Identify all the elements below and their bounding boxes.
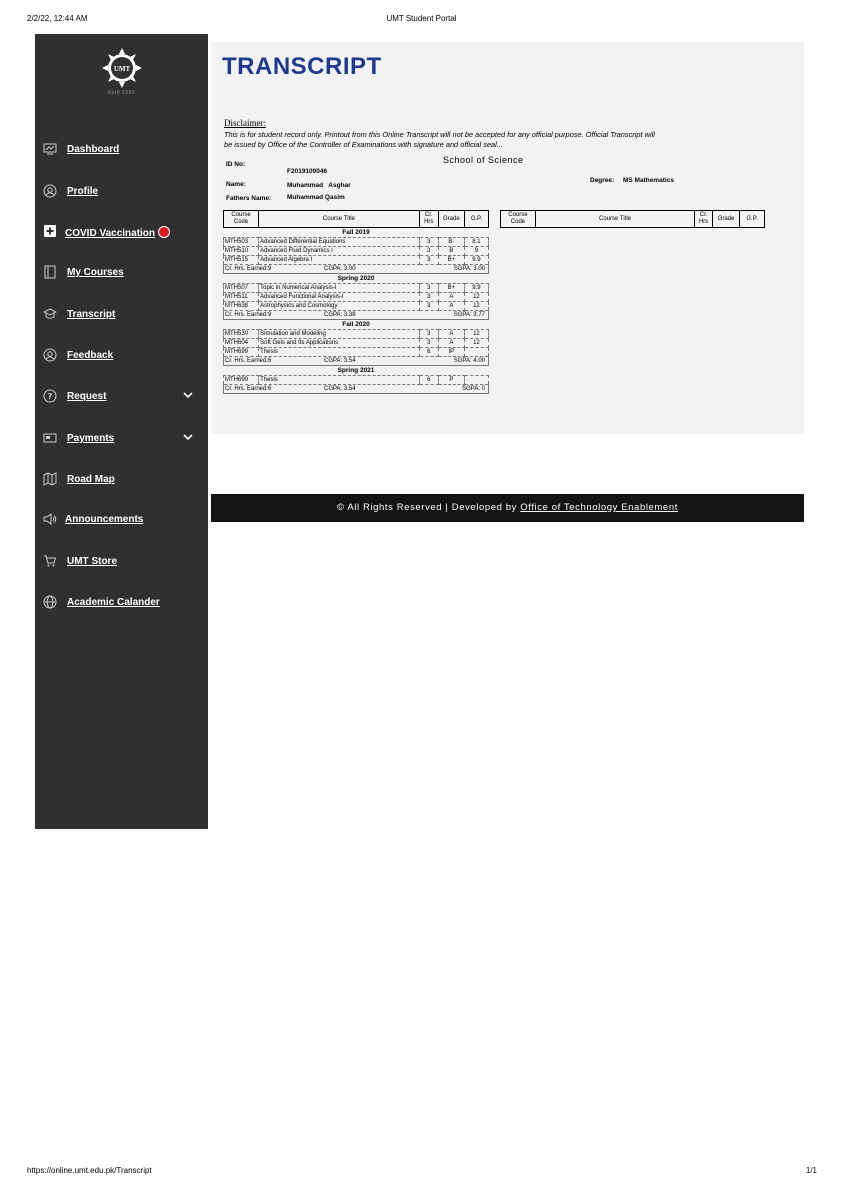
course-gp: 12: [464, 302, 488, 311]
course-hrs: 3: [419, 330, 438, 339]
alert-dot-icon: [158, 226, 170, 238]
course-code: MTH510: [224, 247, 259, 256]
header-cr-hrs: Cr. Hrs: [695, 211, 713, 228]
header-course-title: Course Title: [535, 211, 694, 228]
print-page-num: 1/1: [805, 1166, 817, 1175]
credit-hours-earned: Cr. Hrs. Earned:9: [225, 312, 272, 318]
course-gp: [464, 376, 488, 385]
dashboard-icon: [43, 142, 57, 156]
course-code: MTH699: [224, 348, 259, 357]
sidebar-item-road-map[interactable]: [43, 471, 203, 489]
summary-values: [225, 265, 487, 273]
cgpa-value: CGPA: 3.00: [324, 266, 356, 272]
book-icon: [43, 265, 57, 279]
semester-name: Fall 2019: [342, 228, 370, 236]
semester-summary: [224, 357, 489, 366]
credit-hours-earned: Cr. Hrs. Earned:6: [225, 358, 272, 364]
sidebar-item-label: UMT Store: [67, 556, 117, 567]
graduation-cap-icon: [43, 307, 57, 321]
sidebar-item-label: Request: [67, 391, 107, 402]
course-hrs: 6: [419, 348, 438, 357]
sgpa-value: SGPA: 3.00: [453, 266, 485, 272]
transcript-panel: [211, 42, 804, 434]
school-name: School of Science: [443, 155, 524, 165]
sgpa-value: SGPA: 3.77: [453, 312, 485, 318]
footer-text: © All Rights Reserved | Developed by: [337, 502, 521, 513]
disclaimer-heading: Disclaimer:: [224, 118, 266, 128]
course-hrs: 6: [419, 376, 438, 385]
father-label: Fathers Name:: [226, 195, 272, 202]
semester-summary-row: [224, 357, 489, 366]
sidebar: [35, 34, 208, 829]
logo-text: UMT: [113, 65, 130, 73]
course-title: Simulation and Modeling: [259, 330, 420, 339]
id-value: F2019109046: [287, 168, 328, 175]
course-code: MTH638: [224, 302, 259, 311]
table-row: [224, 293, 489, 302]
disclaimer-text: This is for student record only. Printout from this Online Transcript will not be accepted for any official purpose. Official Transcript will be issued by Office of the Controller of Examinations with signature and official seal...: [224, 130, 655, 149]
semester-summary-row: [224, 311, 489, 320]
umt-logo-icon: [102, 48, 142, 88]
print-page-title: UMT Student Portal: [386, 14, 457, 23]
course-title: Astrophysics and Cosmology: [259, 302, 420, 311]
table-row: [224, 302, 489, 311]
cgpa-value: CGPA: 3.38: [324, 312, 356, 318]
summary-values: [225, 385, 487, 393]
question-circle-icon: [43, 389, 57, 403]
semester-summary-row: [224, 265, 489, 274]
course-hrs: 3: [419, 339, 438, 348]
sgpa-value: SGPA: 4.00: [453, 358, 485, 364]
course-grade: B+: [438, 256, 464, 265]
semester-name: Spring 2021: [337, 366, 375, 374]
megaphone-icon: [43, 512, 57, 526]
money-icon: [43, 431, 57, 445]
course-gp: 12: [464, 293, 488, 302]
table-row: [224, 247, 489, 256]
course-gp: 12: [464, 330, 488, 339]
degree-label: Degree:: [590, 177, 615, 184]
header-gp: G.P.: [464, 211, 488, 228]
globe-icon: [43, 595, 57, 609]
sidebar-item-announcements[interactable]: [43, 511, 203, 529]
cgpa-value: CGPA: 3.54: [324, 358, 356, 364]
course-title: Topic in Numerical Analysis-I: [259, 284, 420, 293]
semester-row: [224, 366, 489, 376]
semester-summary: [224, 311, 489, 320]
credit-hours-earned: Cr. Hrs. Earned:9: [225, 266, 272, 272]
course-grade: IP: [438, 348, 464, 357]
header-grade: Grade: [438, 211, 464, 228]
course-code: MTH511: [224, 293, 259, 302]
course-hrs: 3: [419, 247, 438, 256]
course-hrs: 3: [419, 302, 438, 311]
course-code: MTH604: [224, 339, 259, 348]
table-row: [224, 376, 489, 385]
sidebar-item-label: My Courses: [67, 267, 124, 278]
course-gp: 9.9: [464, 284, 488, 293]
credit-hours-earned: Cr. Hrs. Earned:6: [225, 386, 272, 392]
sidebar-item-academic-calander[interactable]: [43, 594, 203, 612]
course-gp: 9: [464, 247, 488, 256]
print-url: https://online.umt.edu.pk/Transcript: [27, 1166, 152, 1175]
chevron-down-icon[interactable]: [183, 390, 193, 400]
sidebar-item-profile[interactable]: [43, 183, 203, 201]
course-grade: B+: [438, 284, 464, 293]
semester-row: [224, 274, 489, 284]
semester-name: Fall 2020: [342, 320, 370, 328]
map-icon: [43, 472, 57, 486]
semester-row: [224, 228, 489, 238]
degree-value: MS Mathematics: [623, 177, 674, 184]
course-title: Advanced Algebra I: [259, 256, 420, 265]
course-grade: A: [438, 293, 464, 302]
table-row: [224, 330, 489, 339]
id-label: ID No:: [226, 161, 246, 168]
father-value: Muhammad Qasim: [287, 194, 345, 201]
header-gp: G.P.: [740, 211, 765, 228]
sidebar-item-label: Profile: [67, 186, 99, 197]
semester-summary: [224, 265, 489, 274]
sidebar-item-label: Dashboard: [67, 144, 120, 155]
table-row: [224, 284, 489, 293]
sidebar-item-label-wrap: [65, 226, 170, 239]
sidebar-item-covid-vaccination[interactable]: [43, 223, 203, 241]
sidebar-item-label: COVID Vaccination: [65, 228, 156, 239]
user-icon: [43, 184, 57, 198]
sidebar-item-transcript[interactable]: [43, 306, 203, 324]
semester-summary-row: [224, 385, 489, 394]
print-datetime: 2/2/22, 12:44 AM: [27, 14, 88, 23]
name-label: Name:: [226, 181, 246, 188]
footer-link[interactable]: Office of Technology Enablement: [520, 502, 678, 513]
transcript-table-right: [500, 210, 765, 228]
course-gp: 8.1: [464, 238, 488, 247]
sidebar-item-umt-store[interactable]: [43, 553, 203, 571]
course-grade: B-: [438, 238, 464, 247]
page-title: TRANSCRIPT: [222, 53, 382, 80]
sidebar-item-payments[interactable]: [43, 430, 203, 448]
semester-row: [224, 320, 489, 330]
sidebar-item-label: Transcript: [67, 309, 116, 320]
site-footer: [211, 494, 804, 522]
sgpa-value: SGPA: 0: [462, 386, 485, 392]
name-value: Muhammad Asghar: [287, 182, 351, 189]
course-code: MTH515: [224, 256, 259, 265]
sidebar-item-feedback[interactable]: [43, 347, 203, 365]
table-header-row: [501, 211, 765, 228]
course-title: Advanced Differential Equations: [259, 238, 420, 247]
chevron-down-icon[interactable]: [183, 432, 193, 442]
course-title: Advanced Functional Analysis-I: [259, 293, 420, 302]
course-grade: B: [438, 247, 464, 256]
transcript-table: [223, 210, 489, 394]
course-grade: A: [438, 339, 464, 348]
course-title: Soft Gels and Its Applications: [259, 339, 420, 348]
course-hrs: 3: [419, 238, 438, 247]
course-grade: A: [438, 330, 464, 339]
course-hrs: 3: [419, 293, 438, 302]
course-title: Thesis: [259, 348, 420, 357]
sidebar-item-label: Feedback: [67, 350, 114, 361]
cart-icon: [43, 554, 57, 568]
header-course-title: Course Title: [259, 211, 420, 228]
table-row: [224, 256, 489, 265]
summary-values: [225, 311, 487, 319]
header-course-code: Course Code: [501, 211, 536, 228]
header-grade: Grade: [713, 211, 740, 228]
transcript-body: [224, 228, 489, 394]
cgpa-value: CGPA: 3.54: [324, 386, 356, 392]
course-gp: 12: [464, 339, 488, 348]
table-row: [224, 348, 489, 357]
course-code: MTH507: [224, 284, 259, 293]
course-title: Thesis: [259, 376, 420, 385]
logo[interactable]: [35, 48, 208, 96]
sidebar-item-request[interactable]: [43, 388, 203, 406]
table-header-row: [224, 211, 489, 228]
course-grade: A: [438, 302, 464, 311]
course-hrs: 3: [419, 256, 438, 265]
sidebar-item-label: Payments: [67, 433, 115, 444]
sidebar-item-dashboard[interactable]: [43, 141, 203, 159]
course-grade: P: [438, 376, 464, 385]
course-title: Advanced Fluid Dynamics I: [259, 247, 420, 256]
sidebar-item-my-courses[interactable]: [43, 264, 203, 282]
table-row: [224, 238, 489, 247]
svg-text:?: ?: [47, 392, 53, 401]
sidebar-item-label: Announcements: [65, 514, 144, 525]
course-gp: 9.9: [464, 256, 488, 265]
header-cr-hrs: Cr. Hrs: [419, 211, 438, 228]
header-course-code: Course Code: [224, 211, 259, 228]
table-row: [224, 339, 489, 348]
semester-name: Spring 2020: [337, 274, 375, 282]
sidebar-item-label: Road Map: [67, 474, 115, 485]
course-code: MTH503: [224, 238, 259, 247]
plus-square-icon: [43, 224, 57, 238]
summary-values: [225, 357, 487, 365]
course-hrs: 3: [419, 284, 438, 293]
course-code: MTH699: [224, 376, 259, 385]
sidebar-item-label: Academic Calander: [67, 597, 160, 608]
semester-summary: [224, 385, 489, 394]
course-code: MTH530: [224, 330, 259, 339]
course-gp: [464, 348, 488, 357]
user-icon: [43, 348, 57, 362]
logo-est: Estd 1990: [107, 90, 136, 96]
